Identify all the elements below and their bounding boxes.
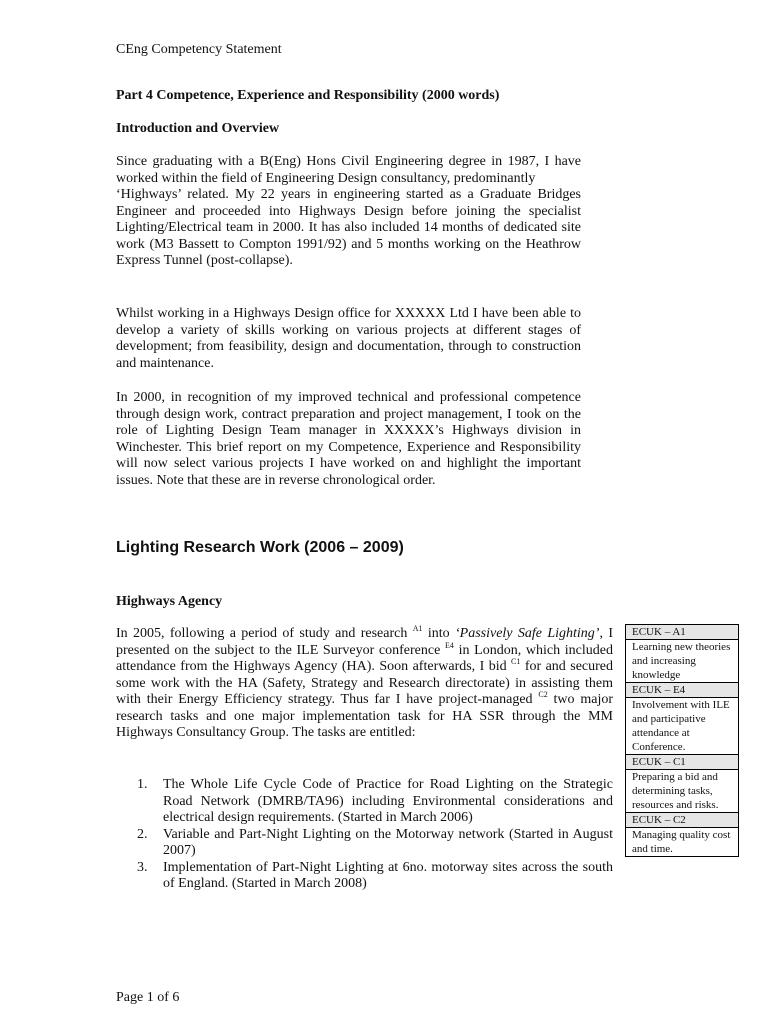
list-text: Implementation of Part-Night Lighting at 6no. motorway sites across the south of England. (Started in March 2008) <box>163 859 613 891</box>
list-item <box>116 860 613 893</box>
sidebar-body-a1: Learning new theories and increasing knowledge <box>626 640 738 683</box>
p4-text-2: into <box>422 626 455 641</box>
sidebar-body-c1: Preparing a bid and determining tasks, resources and risks. <box>626 770 738 813</box>
sidebar-head-c1: ECUK – C1 <box>626 755 738 770</box>
list-number: 1. <box>137 777 148 792</box>
sidebar-head-c2: ECUK – C2 <box>626 813 738 828</box>
ref-c1: C1 <box>511 657 521 666</box>
paragraph-design-office: Whilst working in a Highways Design office for XXXXX Ltd I have been able to develop a variety of skills working on various projects at different stages of development; from feasibility, design and documentation, through to construction and maintenance. <box>116 306 581 371</box>
p4-text-1: In 2005, following a period of study and research <box>116 626 413 641</box>
ref-c2: C2 <box>538 690 548 699</box>
p4-text-6: two major research tasks and one major implementation task for HA SSR through the MM Highways Consultancy Group. The tasks are entitled: <box>116 692 614 740</box>
list-text: Variable and Part-Night Lighting on the Motorway network (Started in August 2007) <box>163 826 613 858</box>
ecuk-sidebar <box>625 624 739 857</box>
sidebar-head-a1: ECUK – A1 <box>626 625 738 640</box>
sub-heading: Highways Agency <box>116 594 223 609</box>
ref-e4: E4 <box>445 640 454 650</box>
paragraph-intro-line-a: Since graduating with a B(Eng) Hons Civil Engineering degree in 1987, I have worked within the field of Engineering Design consultancy, predominantly <box>116 154 581 186</box>
task-list <box>116 777 613 893</box>
list-number: 2. <box>137 826 148 842</box>
p4-text-3: , I presented on the subject to the ILE Surveyor conference <box>116 626 613 658</box>
sidebar-body-c2: Managing quality cost and time. <box>632 829 731 855</box>
paragraph-team-manager: In 2000, in recognition of my improved technical and professional competence through design work, contract preparation and project management, I took on the role of Lighting Design Team manager in XXXXX’s Highways division in Winchester. This brief report on my Competence, Experience and Responsibility will now select various projects I have worked on and highlight the important issues. Note that these are in reverse chronological order. <box>116 390 581 488</box>
section-heading: Lighting Research Work (2006 – 2009) <box>116 539 404 556</box>
list-item <box>116 827 613 860</box>
list-text: The Whole Life Cycle Code of Practice for Road Lighting on the Strategic Road Network (DMRB/TA96) including Environmental considerations and electrical design requirements. (Started in March 2006) <box>163 777 613 825</box>
page-header: CEng Competency Statement <box>116 42 282 57</box>
sidebar-head-e4: ECUK – E4 <box>626 683 738 698</box>
paragraph-intro <box>116 154 581 270</box>
p4-text-4: in London, which included attendance from the Highways Agency (HA). Soon afterwards, I bid <box>116 642 613 674</box>
part-title: Part 4 Competence, Experience and Responsibility (2000 words) <box>116 88 500 103</box>
sidebar-body-e4: Involvement with ILE and participative attendance at Conference. <box>626 698 738 755</box>
page-footer: Page 1 of 6 <box>116 990 180 1005</box>
p4-italic: ‘Passively Safe Lighting’ <box>454 626 600 641</box>
list-number: 3. <box>137 859 148 875</box>
paragraph-highways-agency <box>116 626 613 742</box>
list-item <box>116 777 613 827</box>
p4-text-5: for and secured some work with the HA (Safety, Strategy and Research directorate) in assisting them with their Energy Efficiency strategy. Thus far I have project-managed <box>116 659 613 707</box>
intro-heading: Introduction and Overview <box>116 121 280 136</box>
ref-a1: A1 <box>412 624 423 633</box>
paragraph-intro-line-b: ‘Highways’ related. My 22 years in engineering started as a Graduate Bridges Engineer and proceeded into Highways Design before joining the specialist Lighting/Electrical team in 2000. It has also included 14 months of dedicated site work (M3 Bassett to Compton 1991/92) and 5 months working on the Heathrow Express Tunnel (post-collapse). <box>116 187 581 268</box>
